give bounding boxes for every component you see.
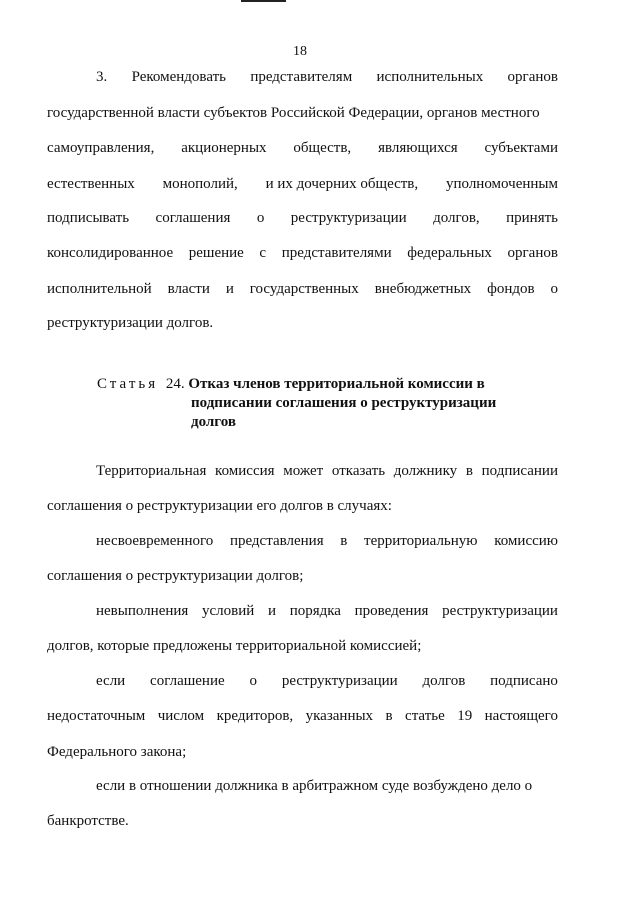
text-word: Рекомендовать	[131, 69, 226, 85]
case-2-line-1	[96, 600, 558, 622]
case-3-line-2	[47, 705, 558, 727]
text-word: условий	[202, 603, 255, 619]
text-word: в	[340, 533, 348, 549]
case-4-line-2: банкротстве.	[47, 813, 129, 829]
item-3-line-1	[96, 66, 558, 88]
text-word: долгов	[422, 673, 466, 689]
text-word: может	[283, 463, 324, 479]
item-3-line-5	[47, 207, 558, 229]
text-word: настоящего	[484, 708, 558, 724]
text-word: территориальную	[364, 533, 478, 549]
text-word: подписывать	[47, 210, 130, 226]
text-word: федеральных	[407, 245, 492, 261]
text-word: соглашение	[150, 673, 225, 689]
text-word: подписании	[481, 463, 558, 479]
text-word: Территориальная	[96, 463, 207, 479]
article-number: 24.	[165, 376, 185, 392]
text-word: исполнительных	[376, 69, 484, 85]
text-word: самоуправления,	[47, 140, 155, 156]
text-word: порядка	[289, 603, 341, 619]
text-word: о	[550, 281, 558, 297]
text-word: органов	[507, 69, 558, 85]
text-word: комиссия	[215, 463, 275, 479]
item-3-line-8: реструктуризации долгов.	[47, 315, 214, 331]
text-word: реструктуризации	[281, 673, 398, 689]
text-word: несвоевременного	[96, 533, 214, 549]
text-word: являющихся	[378, 140, 458, 156]
case-1-line-1	[96, 530, 558, 552]
text-word: субъектами	[484, 140, 558, 156]
page-number: 18	[293, 44, 307, 59]
text-word: в	[385, 708, 393, 724]
text-word: соглашения	[155, 210, 231, 226]
text-word: исполнительной	[47, 281, 152, 297]
text-word: с	[259, 245, 267, 261]
text-word: и их дочерних обществ,	[265, 176, 419, 192]
text-word: если	[96, 673, 126, 689]
text-word: монополий,	[162, 176, 238, 192]
article-heading-line-3: долгов	[191, 414, 236, 430]
text-word: консолидированное	[47, 245, 174, 261]
text-word: подписано	[490, 673, 558, 689]
text-word: фондов	[487, 281, 535, 297]
text-word: должнику	[393, 463, 458, 479]
text-word: невыполнения	[96, 603, 189, 619]
text-word: указанных	[305, 708, 374, 724]
text-word: о	[256, 210, 265, 226]
text-word: долгов,	[433, 210, 480, 226]
text-word: акционерных	[181, 140, 267, 156]
text-word: 19	[457, 708, 473, 724]
text-word: о	[249, 673, 257, 689]
text-word: реструктуризации	[442, 603, 558, 619]
text-word: и	[225, 281, 234, 297]
text-word: и	[267, 603, 276, 619]
article-heading-line-2: подписании соглашения о реструктуризации	[191, 395, 497, 411]
text-word: уполномоченным	[445, 176, 558, 192]
text-word: отказать	[331, 463, 386, 479]
text-word: недостаточным	[47, 708, 146, 724]
item-3-line-6	[47, 242, 558, 264]
text-word: органов	[507, 245, 558, 261]
text-word: статье	[405, 708, 445, 724]
text-word: государственных	[249, 281, 359, 297]
text-word: проведения	[354, 603, 429, 619]
item-3-line-4	[47, 173, 558, 195]
text-word: обществ,	[293, 140, 352, 156]
case-1-line-2: соглашения о реструктуризации долгов;	[47, 568, 304, 584]
intro-line-2: соглашения о реструктуризации его долгов в случаях:	[47, 498, 392, 514]
case-3-line-3: Федерального закона;	[47, 744, 187, 760]
text-word: кредиторов,	[216, 708, 294, 724]
text-word: представителям	[250, 69, 353, 85]
text-word: решение	[188, 245, 244, 261]
text-word: реструктуризации	[290, 210, 407, 226]
case-3-line-1	[96, 670, 558, 692]
text-word: комиссию	[494, 533, 558, 549]
case-4-line-1: если в отношении должника в арбитражном суде возбуждено дело о	[96, 778, 533, 794]
top-rule	[241, 0, 286, 2]
text-word: естественных	[47, 176, 135, 192]
text-word: представления	[229, 533, 324, 549]
text-word: представителями	[281, 245, 392, 261]
text-word: в	[465, 463, 473, 479]
article-label: Статья	[97, 376, 159, 392]
text-word: внебюджетных	[374, 281, 472, 297]
case-2-line-2: долгов, которые предложены территориальной комиссией;	[47, 638, 422, 654]
text-word: принять	[506, 210, 558, 226]
article-title: Отказ членов территориальной комиссии в	[188, 376, 485, 392]
item-3-line-2: государственной власти субъектов Российской Федерации, органов местного	[47, 105, 540, 121]
item-3-line-7	[47, 278, 558, 300]
intro-line-1	[96, 460, 558, 482]
item-3-line-3	[47, 137, 558, 159]
item-number: 3.	[96, 69, 108, 85]
text-word: числом	[157, 708, 205, 724]
text-word: власти	[167, 281, 210, 297]
